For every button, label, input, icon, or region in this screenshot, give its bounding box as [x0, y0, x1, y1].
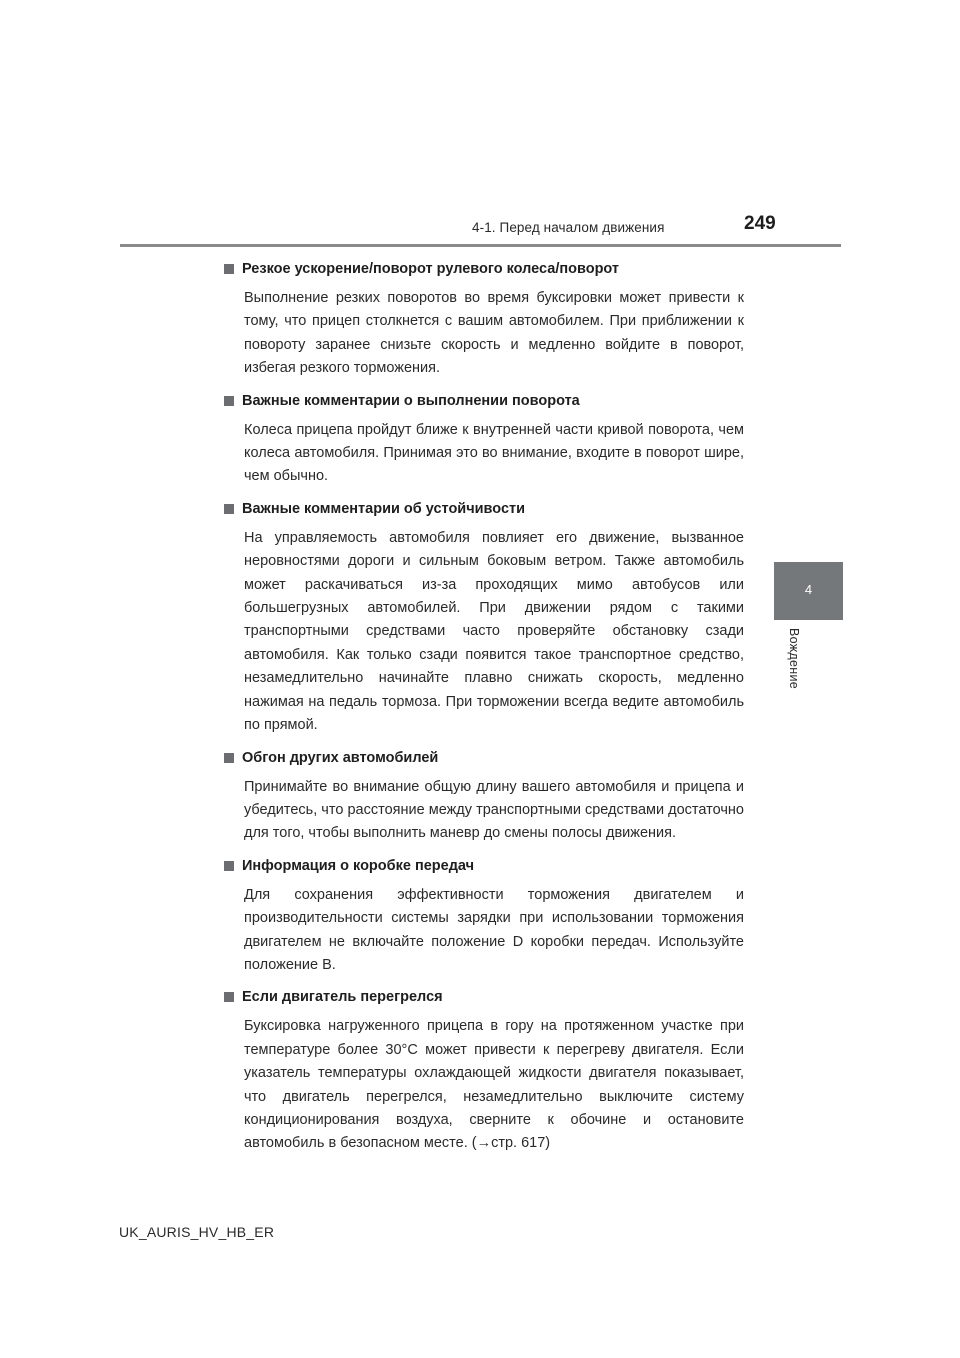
square-bullet-icon: [224, 264, 234, 274]
section-heading: [224, 389, 744, 413]
section-transmission: [224, 854, 744, 978]
page-number: 249: [744, 213, 776, 234]
section-text: Буксировка нагруженного прицепа в гору на протяженном участке при температуре более 30°C может привести к перегреву двигателя. Если указатель температуры охлаждающей жидкости двигателя показывает, что двигатель перегрелся, незамедлительно выключите систему кондиционирования воздуха, сверните к обочине и остановите автомобиль в безопасном месте. (→стр. 617): [244, 1018, 744, 1152]
square-bullet-icon: [224, 396, 234, 406]
section-text: Выполнение резких поворотов во время буксировки может привести к тому, что прицеп столкнется с вашим автомобилем. При приближении к повороту заранее снизьте скорость и медленно войдите в поворот, избегая резкого торможения.: [244, 290, 744, 377]
section-text: Для сохранения эффективности торможения двигателем и производительности системы зарядки при использовании торможения двигателем не включайте положение D коробки передач. Используйте положение B.: [244, 886, 744, 973]
square-bullet-icon: [224, 504, 234, 514]
section-text: Колеса прицепа пройдут ближе к внутренней части кривой поворота, чем колеса автомобиля. Принимая это во внимание, входите в поворот шире, чем обычно.: [244, 421, 744, 485]
square-bullet-icon: [224, 861, 234, 871]
section-title: Важные комментарии об устойчивости: [242, 500, 526, 517]
section-heading: [224, 257, 744, 281]
section-heading: [224, 985, 744, 1009]
section-title: Обгон других автомобилей: [242, 749, 439, 766]
chapter-number: 4: [804, 582, 813, 597]
section-heading: [224, 746, 744, 770]
page-content: [224, 257, 744, 1164]
square-bullet-icon: [224, 992, 234, 1002]
header-section-title: 4-1. Перед началом движения: [472, 220, 665, 235]
chapter-label: Вождение: [787, 628, 801, 689]
section-heading: [224, 854, 744, 878]
chapter-tab: [774, 562, 843, 620]
section-sharp-turn: [224, 257, 744, 381]
section-title: Информация о коробке передач: [242, 857, 475, 874]
section-heading: [224, 497, 744, 521]
document-code: UK_AURIS_HV_HB_ER: [119, 1224, 275, 1240]
section-overtaking: [224, 746, 744, 846]
section-turning: [224, 389, 744, 489]
section-text: Принимайте во внимание общую длину вашего автомобиля и прицепа и убедитесь, что расстояние между транспортными средствами достаточно для того, чтобы выполнить маневр до смены полосы движения.: [244, 778, 744, 842]
section-title: Если двигатель перегрелся: [242, 989, 443, 1006]
section-title: Важные комментарии о выполнении поворота: [242, 392, 580, 409]
section-text: На управляемость автомобиля повлияет его движение, вызванное неровностями дороги и сильным боковым ветром. Также автомобиль может раскачиваться из-за проходящих мимо автобусов или большегрузных автомобилей. При движении рядом с такими транспортными средствами часто проверяйте обстановку сзади автомобиля. Как только сзади появится такое транспортное средство, незамедлительно начинайте плавно снижать скорость, медленно нажимая на педаль тормоза. При торможении всегда ведите автомобиль по прямой.: [244, 529, 744, 734]
section-overheating: [224, 985, 744, 1155]
section-title: Резкое ускорение/поворот рулевого колеса/поворот: [242, 261, 620, 277]
header-divider: [120, 244, 841, 247]
section-stability: [224, 497, 744, 738]
square-bullet-icon: [224, 753, 234, 763]
